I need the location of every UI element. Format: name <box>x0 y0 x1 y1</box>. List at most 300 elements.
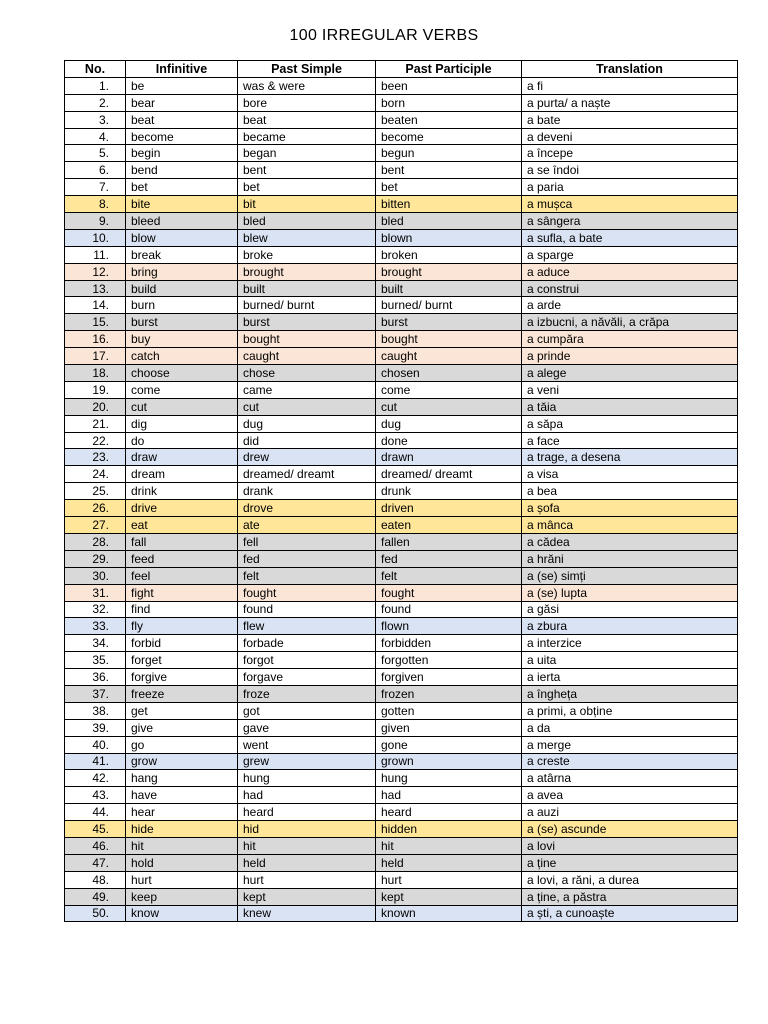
cell-number: 33. <box>65 618 126 635</box>
cell-translation: a îngheța <box>522 685 738 702</box>
cell-infinitive: dig <box>126 415 238 432</box>
table-header-row <box>65 61 738 78</box>
table-row <box>65 854 738 871</box>
cell-past-simple: cut <box>238 398 376 415</box>
header-infinitive: Infinitive <box>126 61 238 78</box>
cell-past-participle: dug <box>376 415 522 432</box>
cell-past-simple: hung <box>238 770 376 787</box>
cell-translation: a face <box>522 432 738 449</box>
table-row <box>65 297 738 314</box>
cell-translation: a creste <box>522 753 738 770</box>
cell-translation: a hrăni <box>522 550 738 567</box>
cell-past-simple: blew <box>238 229 376 246</box>
table-row <box>65 111 738 128</box>
cell-infinitive: come <box>126 381 238 398</box>
cell-number: 1. <box>65 77 126 94</box>
cell-infinitive: feed <box>126 550 238 567</box>
cell-infinitive: bend <box>126 162 238 179</box>
table-row <box>65 263 738 280</box>
cell-past-simple: began <box>238 145 376 162</box>
cell-past-participle: bitten <box>376 196 522 213</box>
cell-infinitive: drive <box>126 500 238 517</box>
cell-past-simple: broke <box>238 246 376 263</box>
cell-past-simple: dug <box>238 415 376 432</box>
cell-past-simple: gave <box>238 719 376 736</box>
cell-past-simple: got <box>238 702 376 719</box>
cell-past-simple: came <box>238 381 376 398</box>
cell-past-simple: felt <box>238 567 376 584</box>
cell-past-participle: felt <box>376 567 522 584</box>
cell-past-simple: flew <box>238 618 376 635</box>
cell-translation: a ști, a cunoaște <box>522 905 738 922</box>
cell-past-participle: eaten <box>376 517 522 534</box>
cell-past-participle: drunk <box>376 483 522 500</box>
table-row <box>65 567 738 584</box>
table-row <box>65 94 738 111</box>
cell-past-participle: fed <box>376 550 522 567</box>
table-row <box>65 331 738 348</box>
table-row <box>65 652 738 669</box>
cell-past-simple: was & were <box>238 77 376 94</box>
table-body <box>65 77 738 922</box>
cell-past-participle: blown <box>376 229 522 246</box>
cell-past-simple: fell <box>238 533 376 550</box>
cell-past-participle: kept <box>376 888 522 905</box>
cell-past-simple: held <box>238 854 376 871</box>
cell-number: 30. <box>65 567 126 584</box>
cell-past-participle: had <box>376 787 522 804</box>
cell-translation: a zbura <box>522 618 738 635</box>
cell-past-simple: forgave <box>238 669 376 686</box>
table-row <box>65 381 738 398</box>
cell-past-participle: fought <box>376 584 522 601</box>
cell-past-simple: heard <box>238 804 376 821</box>
cell-past-participle: bought <box>376 331 522 348</box>
cell-translation: a sparge <box>522 246 738 263</box>
cell-past-participle: frozen <box>376 685 522 702</box>
cell-translation: a veni <box>522 381 738 398</box>
table-row <box>65 432 738 449</box>
cell-translation: a avea <box>522 787 738 804</box>
cell-infinitive: freeze <box>126 685 238 702</box>
cell-infinitive: bring <box>126 263 238 280</box>
cell-number: 5. <box>65 145 126 162</box>
cell-past-simple: hid <box>238 821 376 838</box>
cell-past-participle: done <box>376 432 522 449</box>
cell-number: 39. <box>65 719 126 736</box>
cell-infinitive: give <box>126 719 238 736</box>
cell-infinitive: dream <box>126 466 238 483</box>
cell-number: 15. <box>65 314 126 331</box>
cell-past-simple: bore <box>238 94 376 111</box>
cell-past-participle: been <box>376 77 522 94</box>
cell-past-participle: found <box>376 601 522 618</box>
cell-past-participle: burned/ burnt <box>376 297 522 314</box>
table-row <box>65 229 738 246</box>
cell-number: 41. <box>65 753 126 770</box>
cell-number: 25. <box>65 483 126 500</box>
cell-past-participle: forbidden <box>376 635 522 652</box>
cell-number: 36. <box>65 669 126 686</box>
cell-infinitive: forget <box>126 652 238 669</box>
cell-past-simple: grew <box>238 753 376 770</box>
cell-past-simple: caught <box>238 348 376 365</box>
cell-translation: a auzi <box>522 804 738 821</box>
cell-infinitive: bleed <box>126 213 238 230</box>
cell-past-simple: forgot <box>238 652 376 669</box>
cell-past-simple: burned/ burnt <box>238 297 376 314</box>
cell-past-participle: cut <box>376 398 522 415</box>
table-row <box>65 162 738 179</box>
cell-translation: a săpa <box>522 415 738 432</box>
cell-past-simple: brought <box>238 263 376 280</box>
cell-past-simple: fed <box>238 550 376 567</box>
cell-translation: a tăia <box>522 398 738 415</box>
cell-past-simple: bit <box>238 196 376 213</box>
table-row <box>65 365 738 382</box>
cell-infinitive: keep <box>126 888 238 905</box>
cell-translation: a visa <box>522 466 738 483</box>
cell-translation: a deveni <box>522 128 738 145</box>
cell-past-simple: drew <box>238 449 376 466</box>
table-row <box>65 128 738 145</box>
cell-number: 22. <box>65 432 126 449</box>
cell-translation: a începe <box>522 145 738 162</box>
table-row <box>65 280 738 297</box>
cell-past-participle: dreamed/ dreamt <box>376 466 522 483</box>
cell-infinitive: blow <box>126 229 238 246</box>
cell-infinitive: become <box>126 128 238 145</box>
table-row <box>65 179 738 196</box>
cell-past-participle: caught <box>376 348 522 365</box>
cell-number: 37. <box>65 685 126 702</box>
cell-number: 24. <box>65 466 126 483</box>
table-row <box>65 669 738 686</box>
table-row <box>65 787 738 804</box>
cell-translation: a sângera <box>522 213 738 230</box>
cell-translation: a (se) ascunde <box>522 821 738 838</box>
cell-past-simple: became <box>238 128 376 145</box>
table-row <box>65 770 738 787</box>
cell-infinitive: burn <box>126 297 238 314</box>
cell-infinitive: know <box>126 905 238 922</box>
table-row <box>65 584 738 601</box>
cell-translation: a interzice <box>522 635 738 652</box>
cell-translation: a cădea <box>522 533 738 550</box>
cell-number: 46. <box>65 837 126 854</box>
cell-past-participle: held <box>376 854 522 871</box>
cell-past-participle: built <box>376 280 522 297</box>
cell-translation: a alege <box>522 365 738 382</box>
cell-past-participle: forgiven <box>376 669 522 686</box>
cell-past-participle: known <box>376 905 522 922</box>
cell-number: 47. <box>65 854 126 871</box>
table-row <box>65 888 738 905</box>
page-title: 100 IRREGULAR VERBS <box>289 27 479 44</box>
cell-infinitive: hide <box>126 821 238 838</box>
cell-past-simple: had <box>238 787 376 804</box>
cell-infinitive: break <box>126 246 238 263</box>
cell-past-simple: beat <box>238 111 376 128</box>
cell-infinitive: do <box>126 432 238 449</box>
cell-infinitive: find <box>126 601 238 618</box>
cell-number: 49. <box>65 888 126 905</box>
cell-infinitive: cut <box>126 398 238 415</box>
cell-past-participle: come <box>376 381 522 398</box>
cell-past-participle: born <box>376 94 522 111</box>
table-row <box>65 348 738 365</box>
cell-infinitive: fall <box>126 533 238 550</box>
cell-infinitive: begin <box>126 145 238 162</box>
cell-translation: a ține <box>522 854 738 871</box>
cell-translation: a lovi, a răni, a durea <box>522 871 738 888</box>
cell-past-simple: chose <box>238 365 376 382</box>
cell-number: 19. <box>65 381 126 398</box>
cell-infinitive: forbid <box>126 635 238 652</box>
table-row <box>65 246 738 263</box>
cell-past-participle: bent <box>376 162 522 179</box>
cell-translation: a paria <box>522 179 738 196</box>
cell-translation: a primi, a obține <box>522 702 738 719</box>
cell-translation: a mânca <box>522 517 738 534</box>
cell-past-simple: drove <box>238 500 376 517</box>
cell-number: 43. <box>65 787 126 804</box>
cell-infinitive: hold <box>126 854 238 871</box>
cell-number: 16. <box>65 331 126 348</box>
cell-past-simple: hurt <box>238 871 376 888</box>
cell-translation: a da <box>522 719 738 736</box>
cell-past-simple: hit <box>238 837 376 854</box>
cell-infinitive: bear <box>126 94 238 111</box>
cell-translation: a uita <box>522 652 738 669</box>
cell-number: 6. <box>65 162 126 179</box>
cell-past-participle: heard <box>376 804 522 821</box>
cell-number: 4. <box>65 128 126 145</box>
table-row <box>65 702 738 719</box>
cell-past-participle: hidden <box>376 821 522 838</box>
cell-translation: a bea <box>522 483 738 500</box>
cell-number: 44. <box>65 804 126 821</box>
cell-infinitive: buy <box>126 331 238 348</box>
cell-translation: a atârna <box>522 770 738 787</box>
cell-past-participle: grown <box>376 753 522 770</box>
table-row <box>65 804 738 821</box>
table-row <box>65 533 738 550</box>
cell-infinitive: bet <box>126 179 238 196</box>
cell-number: 14. <box>65 297 126 314</box>
cell-infinitive: drink <box>126 483 238 500</box>
cell-number: 45. <box>65 821 126 838</box>
cell-number: 20. <box>65 398 126 415</box>
cell-number: 50. <box>65 905 126 922</box>
cell-past-simple: fought <box>238 584 376 601</box>
cell-infinitive: catch <box>126 348 238 365</box>
cell-past-simple: bought <box>238 331 376 348</box>
cell-past-simple: knew <box>238 905 376 922</box>
cell-translation: a șofa <box>522 500 738 517</box>
cell-translation: a mușca <box>522 196 738 213</box>
cell-translation: a trage, a desena <box>522 449 738 466</box>
cell-infinitive: hit <box>126 837 238 854</box>
cell-past-participle: gotten <box>376 702 522 719</box>
cell-infinitive: be <box>126 77 238 94</box>
cell-infinitive: build <box>126 280 238 297</box>
header-past-simple: Past Simple <box>238 61 376 78</box>
cell-infinitive: feel <box>126 567 238 584</box>
cell-translation: a prinde <box>522 348 738 365</box>
cell-past-participle: burst <box>376 314 522 331</box>
cell-past-simple: dreamed/ dreamt <box>238 466 376 483</box>
header-past-participle: Past Participle <box>376 61 522 78</box>
table-row <box>65 837 738 854</box>
cell-past-simple: kept <box>238 888 376 905</box>
cell-past-participle: fallen <box>376 533 522 550</box>
cell-infinitive: hurt <box>126 871 238 888</box>
table-row <box>65 145 738 162</box>
cell-infinitive: burst <box>126 314 238 331</box>
table-row <box>65 415 738 432</box>
cell-number: 11. <box>65 246 126 263</box>
table-row <box>65 398 738 415</box>
table-row <box>65 685 738 702</box>
cell-number: 42. <box>65 770 126 787</box>
cell-past-simple: went <box>238 736 376 753</box>
cell-translation: a purta/ a naște <box>522 94 738 111</box>
cell-infinitive: forgive <box>126 669 238 686</box>
cell-number: 38. <box>65 702 126 719</box>
cell-past-participle: become <box>376 128 522 145</box>
cell-past-simple: found <box>238 601 376 618</box>
cell-infinitive: go <box>126 736 238 753</box>
cell-past-simple: froze <box>238 685 376 702</box>
cell-infinitive: hang <box>126 770 238 787</box>
cell-past-simple: bet <box>238 179 376 196</box>
cell-translation: a construi <box>522 280 738 297</box>
cell-number: 13. <box>65 280 126 297</box>
irregular-verbs-table <box>64 60 738 922</box>
cell-infinitive: get <box>126 702 238 719</box>
cell-infinitive: fight <box>126 584 238 601</box>
cell-translation: a merge <box>522 736 738 753</box>
table-row <box>65 736 738 753</box>
cell-translation: a găsi <box>522 601 738 618</box>
cell-past-simple: did <box>238 432 376 449</box>
cell-number: 29. <box>65 550 126 567</box>
cell-number: 34. <box>65 635 126 652</box>
cell-past-participle: gone <box>376 736 522 753</box>
table-row <box>65 196 738 213</box>
cell-number: 2. <box>65 94 126 111</box>
cell-translation: a (se) lupta <box>522 584 738 601</box>
cell-number: 9. <box>65 213 126 230</box>
cell-past-participle: broken <box>376 246 522 263</box>
cell-number: 26. <box>65 500 126 517</box>
cell-past-simple: drank <box>238 483 376 500</box>
cell-past-participle: hurt <box>376 871 522 888</box>
table-row <box>65 213 738 230</box>
cell-translation: a cumpăra <box>522 331 738 348</box>
cell-translation: a se îndoi <box>522 162 738 179</box>
cell-infinitive: bite <box>126 196 238 213</box>
cell-infinitive: have <box>126 787 238 804</box>
cell-translation: a bate <box>522 111 738 128</box>
table-row <box>65 466 738 483</box>
cell-number: 35. <box>65 652 126 669</box>
cell-past-participle: hit <box>376 837 522 854</box>
cell-number: 17. <box>65 348 126 365</box>
cell-number: 7. <box>65 179 126 196</box>
cell-translation: a arde <box>522 297 738 314</box>
table-row <box>65 871 738 888</box>
cell-past-participle: drawn <box>376 449 522 466</box>
cell-translation: a fi <box>522 77 738 94</box>
cell-number: 12. <box>65 263 126 280</box>
cell-translation: a ierta <box>522 669 738 686</box>
cell-past-participle: forgotten <box>376 652 522 669</box>
table-row <box>65 635 738 652</box>
cell-number: 32. <box>65 601 126 618</box>
cell-infinitive: fly <box>126 618 238 635</box>
cell-infinitive: draw <box>126 449 238 466</box>
table-row <box>65 821 738 838</box>
cell-past-participle: brought <box>376 263 522 280</box>
cell-number: 8. <box>65 196 126 213</box>
cell-infinitive: choose <box>126 365 238 382</box>
cell-past-simple: built <box>238 280 376 297</box>
cell-translation: a sufla, a bate <box>522 229 738 246</box>
table-row <box>65 483 738 500</box>
cell-infinitive: beat <box>126 111 238 128</box>
table-row <box>65 601 738 618</box>
cell-past-participle: bled <box>376 213 522 230</box>
cell-past-participle: hung <box>376 770 522 787</box>
cell-number: 48. <box>65 871 126 888</box>
cell-past-simple: bled <box>238 213 376 230</box>
cell-past-participle: bet <box>376 179 522 196</box>
cell-past-participle: flown <box>376 618 522 635</box>
cell-number: 31. <box>65 584 126 601</box>
cell-past-simple: bent <box>238 162 376 179</box>
table-row <box>65 517 738 534</box>
cell-past-simple: burst <box>238 314 376 331</box>
cell-infinitive: eat <box>126 517 238 534</box>
cell-past-simple: forbade <box>238 635 376 652</box>
cell-number: 23. <box>65 449 126 466</box>
cell-number: 10. <box>65 229 126 246</box>
table-row <box>65 314 738 331</box>
cell-translation: a ține, a păstra <box>522 888 738 905</box>
table-row <box>65 618 738 635</box>
table-row <box>65 550 738 567</box>
table-row <box>65 500 738 517</box>
cell-number: 18. <box>65 365 126 382</box>
header-translation: Translation <box>522 61 738 78</box>
cell-number: 21. <box>65 415 126 432</box>
cell-translation: a (se) simți <box>522 567 738 584</box>
cell-number: 27. <box>65 517 126 534</box>
cell-past-participle: chosen <box>376 365 522 382</box>
table-row <box>65 719 738 736</box>
cell-number: 3. <box>65 111 126 128</box>
cell-infinitive: hear <box>126 804 238 821</box>
cell-infinitive: grow <box>126 753 238 770</box>
cell-number: 28. <box>65 533 126 550</box>
table-row <box>65 77 738 94</box>
cell-translation: a lovi <box>522 837 738 854</box>
table-row <box>65 449 738 466</box>
header-no: No. <box>65 61 126 78</box>
cell-number: 40. <box>65 736 126 753</box>
